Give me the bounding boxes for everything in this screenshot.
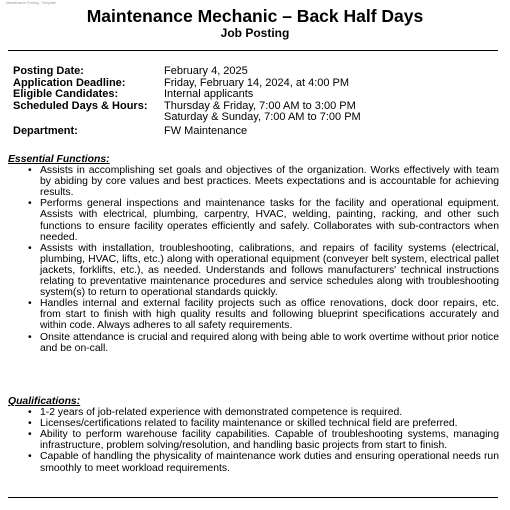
detail-value: Thursday & Friday, 7:00 AM to 3:00 PM [164, 99, 356, 112]
section-heading: Essential Functions: [8, 154, 110, 165]
bullet-icon: • [28, 242, 32, 254]
list-item [8, 165, 499, 198]
bullet-icon: • [28, 418, 32, 430]
list-item [8, 298, 499, 331]
detail-value: Internal applicants [164, 88, 254, 101]
bullet-icon: • [28, 198, 32, 210]
list-item [8, 243, 499, 298]
list-item [8, 407, 499, 418]
detail-value: FW Maintenance [164, 124, 248, 137]
detail-value: February 4, 2025 [164, 65, 248, 77]
essential-functions-list [8, 165, 499, 354]
bullet-icon: • [28, 331, 32, 343]
list-item-text: Assists with installation, troubleshooting, calibrations, and repairs of facility systems (electrical, plumbing, HVAC, lifts, etc.) along with operational equipment (conveyer belt system, electrical pallet jackets, forklifts, etc.), as needed. Understands and follows manufacturers' technical instructions relating to preventative maintenance procedures and service schedules along with troubleshooting system(s) to return to operational standards quickly. [40, 242, 499, 299]
essential-functions-section [8, 154, 499, 354]
list-item-text: Handles internal and external facility projects such as office renovations, dock door repairs, etc. from start to finish with high quality results and following blueprint specifications accurately and within code. Always adheres to all safety requirements. [40, 298, 499, 332]
bullet-icon: • [28, 429, 32, 441]
list-item-text: Licenses/certifications related to facility maintenance or skilled technical field are preferred. [40, 418, 458, 430]
bullet-icon: • [28, 451, 32, 463]
list-item-text: Performs general inspections and maintenance tasks for the facility and operational equipment. Assists with electrical, plumbing, carpentry, HVAC, welding, painting, racking, and other such functions to ensure facility operates efficiently and safely. Collaborates with sub-contractors when needed. [40, 198, 499, 243]
list-item [8, 451, 499, 473]
list-item-text: 1-2 years of job-related experience with demonstrated competence is required. [40, 407, 403, 419]
detail-label: Department: [13, 124, 78, 137]
header-small-print: Maintenance Posting - Template [6, 1, 56, 5]
detail-label: Eligible Candidates: [13, 88, 119, 101]
list-item [8, 332, 499, 354]
list-item-text: Ability to perform warehouse facility capabilities. Capable of troubleshooting systems, managing infrastructure, problem solving/resolution, and handling basic projects from start to finish. [40, 429, 499, 452]
bullet-icon: • [28, 407, 32, 419]
detail-value: Saturday & Sunday, 7:00 AM to 7:00 PM [164, 111, 361, 124]
detail-value: Friday, February 14, 2024, at 4:00 PM [164, 76, 350, 89]
qualifications-list [8, 407, 499, 474]
list-item-text: Onsite attendance is crucial and required along with being able to work overtime without prior notice and be on-call. [40, 331, 499, 354]
list-item [8, 429, 499, 451]
detail-label: Application Deadline: [13, 76, 126, 89]
bullet-icon: • [28, 165, 32, 177]
list-item [8, 198, 499, 242]
top-divider [8, 50, 498, 51]
bottom-divider [8, 497, 498, 498]
detail-label: Posting Date: [13, 65, 84, 77]
detail-label: Scheduled Days & Hours: [13, 99, 148, 112]
list-item [8, 418, 499, 429]
bullet-icon: • [28, 298, 32, 310]
qualifications-section [8, 396, 499, 474]
list-item-text: Capable of handling the physicality of maintenance work duties and ensuring operational needs run smoothly to meet workload requirements. [40, 451, 499, 474]
page-subtitle: Job Posting [220, 26, 290, 40]
list-item-text: Assists in accomplishing set goals and objectives of the organization. Works effectively with team by abiding by core values and best practices. Meets expectations and is accountable for achieving results. [40, 165, 499, 199]
page-title: Maintenance Mechanic – Back Half Days [86, 6, 424, 26]
section-heading: Qualifications: [8, 396, 81, 407]
